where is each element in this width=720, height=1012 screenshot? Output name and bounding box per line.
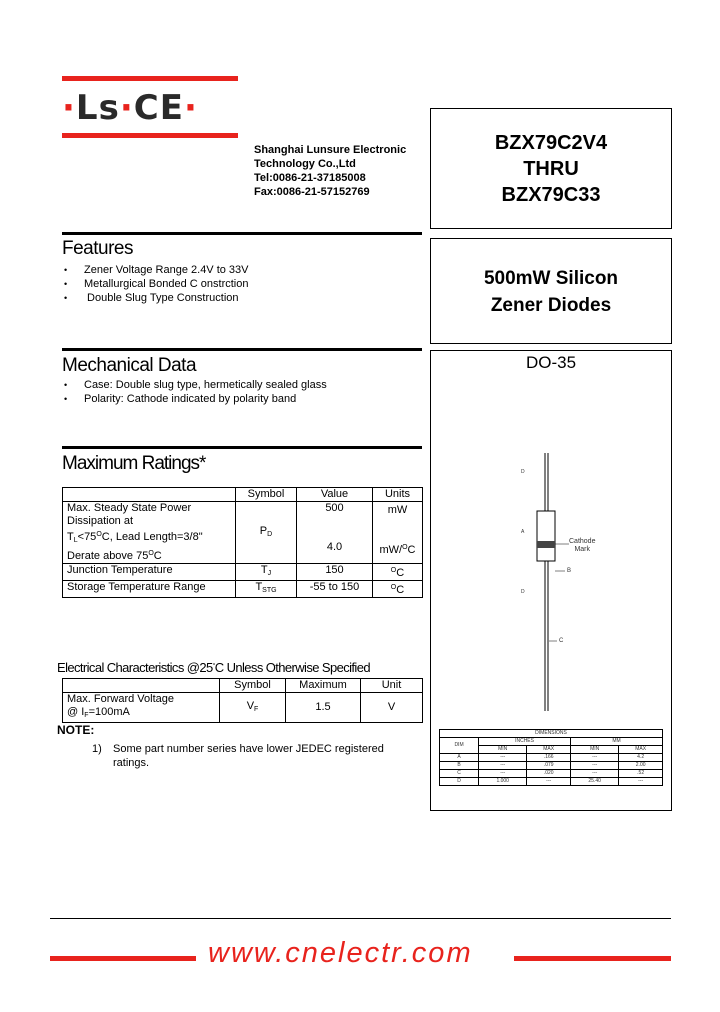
dim-cell: ---	[479, 762, 527, 770]
dim-cell: ---	[571, 770, 619, 778]
dim-label-top: D	[521, 469, 525, 475]
max-ratings-table	[62, 487, 423, 598]
company-logo: ·Ls·CE·	[62, 88, 198, 128]
dim-label-b: B	[567, 568, 572, 574]
dim-cell: ---	[619, 778, 663, 786]
features-rule	[62, 232, 422, 235]
dim-cell: .079	[527, 762, 571, 770]
dim-label-d: D	[521, 589, 525, 595]
mechanical-item: • Case: Double slug type, hermetically sealed glass	[62, 378, 327, 392]
storage-label: Storage Temperature Range	[63, 581, 236, 598]
dim-sub-header: MIN	[479, 746, 527, 754]
description-box	[430, 238, 672, 344]
feature-item: • Double Slug Type Construction	[62, 291, 249, 305]
electrical-table	[62, 678, 423, 723]
footer-url[interactable]: www.cnelectr.com	[208, 937, 473, 969]
note-number: 1)	[92, 743, 102, 755]
dim-cell: D	[440, 778, 479, 786]
dim-cell: .020	[527, 770, 571, 778]
note-body: 1) Some part number series have lower JEDEC registered ratings.	[92, 743, 384, 769]
power-label: Max. Steady State Power Dissipation at $T_L<75^OC$, Lead Length=3/8" Derate above $75^OC$	[63, 502, 236, 564]
dim-group-mm: MM	[571, 738, 663, 746]
dim-sub-header: MIN	[571, 746, 619, 754]
cathode-mark-label: Cathode Mark	[569, 538, 596, 553]
mechanical-title: Mechanical Data	[62, 355, 197, 376]
dimensions-title-row	[440, 730, 663, 738]
dim-col-header: DIM	[440, 738, 479, 754]
features-list	[62, 263, 249, 305]
dim-cell: 2.00	[619, 762, 663, 770]
forward-voltage-label: Max. Forward Voltage @ $I_F=100mA$	[63, 693, 220, 723]
dim-cell: ---	[479, 770, 527, 778]
junction-value: 150	[297, 564, 373, 581]
ratings-header-symbol: Symbol	[236, 488, 297, 502]
dim-sub-header: MAX	[619, 746, 663, 754]
forward-voltage-value: 1.5	[286, 693, 361, 723]
dim-cell: .52	[619, 770, 663, 778]
features-title: Features	[62, 238, 133, 259]
dim-cell: B	[440, 762, 479, 770]
ratings-title: Maximum Ratings*	[62, 453, 206, 474]
dim-row	[440, 754, 663, 762]
ratings-row-power	[63, 502, 423, 564]
diode-body	[537, 511, 555, 561]
logo-top-bar	[62, 76, 238, 81]
ratings-header-units: Units	[373, 488, 423, 502]
dim-cell: ---	[571, 754, 619, 762]
dimensions-group-row	[440, 738, 663, 746]
dim-label-a: A	[521, 529, 525, 535]
electrical-header-max: Maximum	[286, 679, 361, 693]
company-fax: Fax:0086-21-57152769	[254, 186, 370, 198]
storage-unit: $^O$C	[373, 581, 423, 598]
electrical-title: Electrical Characteristics @25°C Unless Otherwise Specified	[57, 660, 370, 675]
package-name: DO-35	[525, 353, 577, 372]
part-number-thru: THRU	[523, 158, 579, 180]
power-value: 500 4.0	[297, 502, 373, 564]
power-symbol: $P_D$	[236, 502, 297, 564]
footer-rule	[50, 918, 671, 919]
junction-symbol: $T_J$	[236, 564, 297, 581]
dimensions-title: DIMENSIONS	[440, 730, 663, 738]
dim-label-c: C	[559, 638, 564, 644]
logo-bottom-bar	[62, 133, 238, 138]
company-name-line1: Shanghai Lunsure Electronic	[254, 144, 407, 156]
electrical-header-unit: Unit	[361, 679, 423, 693]
feature-item: • Metallurgical Bonded C onstrction	[62, 277, 249, 291]
dim-row	[440, 762, 663, 770]
dim-group-inches: INCHES	[479, 738, 571, 746]
storage-value: -55 to 150	[297, 581, 373, 598]
footer-red-bar-right	[514, 956, 671, 961]
company-name-line2: Technology Co.,Ltd	[254, 158, 356, 170]
dimensions-table	[439, 729, 663, 786]
company-tel: Tel:0086-21-37185008	[254, 172, 366, 184]
part-number-end: BZX79C33	[501, 184, 601, 206]
diode-outline-drawing	[431, 431, 671, 741]
dim-cell: 25.40	[571, 778, 619, 786]
company-info	[254, 143, 406, 199]
power-unit: mW mW/$^O$C	[373, 502, 423, 564]
dim-cell: 1.000	[479, 778, 527, 786]
junction-unit: $^O$C	[373, 564, 423, 581]
ratings-header-param	[63, 488, 236, 502]
electrical-header-symbol: Symbol	[220, 679, 286, 693]
junction-label: Junction Temperature	[63, 564, 236, 581]
dim-cell: ---	[527, 778, 571, 786]
dim-row	[440, 770, 663, 778]
dim-cell: C	[440, 770, 479, 778]
storage-symbol: $T_{STG}$	[236, 581, 297, 598]
part-number-box	[430, 108, 672, 229]
mechanical-item: • Polarity: Cathode indicated by polarity band	[62, 392, 327, 406]
ratings-row-junction	[63, 564, 423, 581]
electrical-header-param	[63, 679, 220, 693]
dim-cell: .166	[527, 754, 571, 762]
ratings-row-storage	[63, 581, 423, 598]
mechanical-rule	[62, 348, 422, 351]
dim-row	[440, 778, 663, 786]
forward-voltage-symbol: $V_F$	[220, 693, 286, 723]
ratings-header-value: Value	[297, 488, 373, 502]
description-line2: Zener Diodes	[490, 295, 612, 316]
footer-red-bar-left	[50, 956, 196, 961]
dim-cell: ---	[571, 762, 619, 770]
part-number-start: BZX79C2V4	[494, 132, 608, 154]
forward-voltage-unit: V	[361, 693, 423, 723]
ratings-header-row	[63, 488, 423, 502]
feature-item: • Zener Voltage Range 2.4V to 33V	[62, 263, 249, 277]
dim-cell: 4.2	[619, 754, 663, 762]
electrical-header-row	[63, 679, 423, 693]
description-line1: 500mW Silicon	[483, 268, 619, 289]
electrical-row-forward-voltage	[63, 693, 423, 723]
cathode-band	[537, 541, 555, 548]
dim-cell: A	[440, 754, 479, 762]
note-title: NOTE:	[57, 723, 95, 737]
mechanical-list	[62, 378, 327, 406]
dim-sub-header: MAX	[527, 746, 571, 754]
ratings-rule	[62, 446, 422, 449]
dim-cell: ---	[479, 754, 527, 762]
